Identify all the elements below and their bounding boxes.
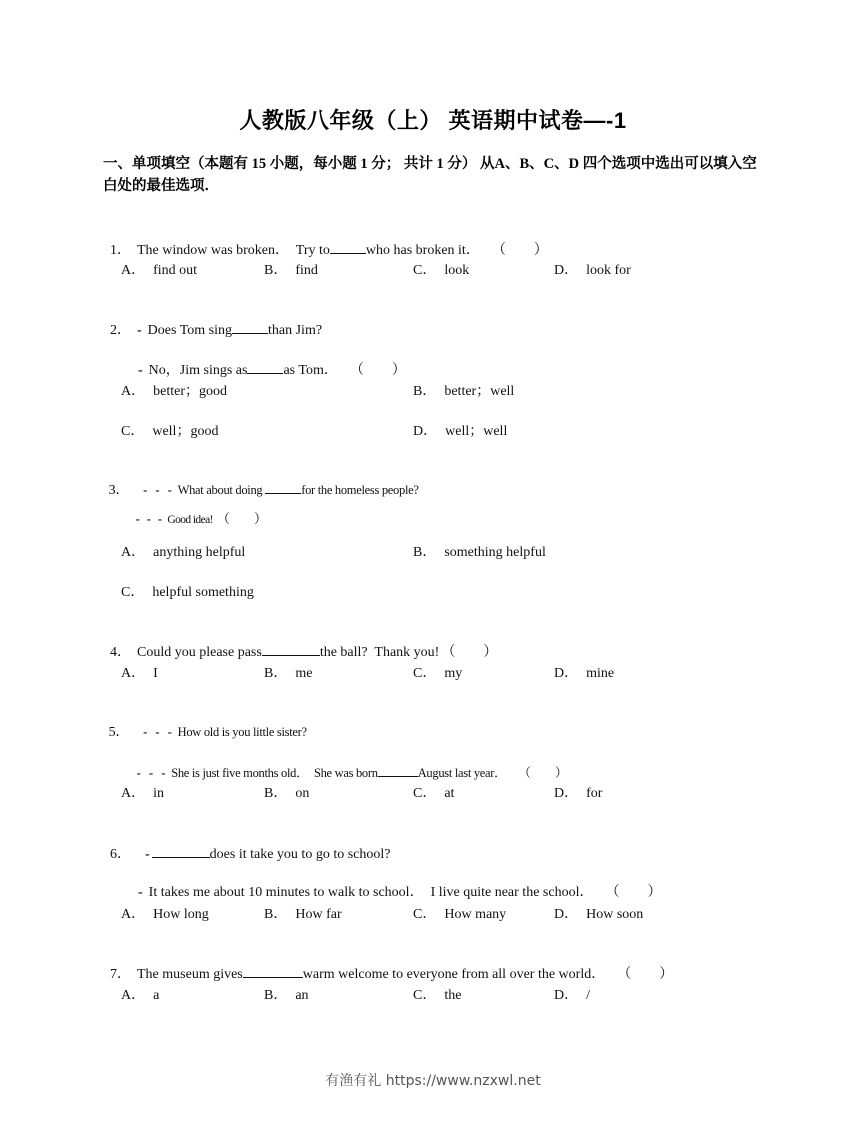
question-2-reply: - No，Jim sings as as Tom． （ ） xyxy=(131,342,406,380)
question-2-stem: 2． - Does Tom sing than Jim? xyxy=(103,302,322,340)
answer-blank xyxy=(152,844,210,858)
option-a: A． I xyxy=(121,666,158,681)
answer-parentheses: （ ） xyxy=(605,885,662,900)
question-6-reply: - It takes me about 10 minutes to walk to school． I live quite near the school． （ ） xyxy=(138,885,662,900)
option-d: D． look for xyxy=(554,263,631,278)
footer-watermark: 有渔有礼 https://www.nzxwl.net xyxy=(325,1073,541,1089)
page-title: 人教版八年级（上） 英语期中试卷—-1 xyxy=(239,108,627,133)
option-d: D． How soon xyxy=(554,907,644,922)
option-c: C． my xyxy=(413,666,463,681)
question-7-stem: 7． The museum gives warm welcome to everyone from all over the world． （ ） xyxy=(103,946,673,984)
option-c: C． well；good xyxy=(121,424,219,439)
answer-blank xyxy=(262,642,320,656)
question-number: 5． xyxy=(108,725,130,740)
option-a: A． in xyxy=(121,786,165,801)
question-number: 6． xyxy=(110,847,131,862)
question-6-stem: 6． - does it take you to go to school? xyxy=(103,826,390,864)
option-d: D． well；well xyxy=(413,424,508,439)
answer-parentheses: （ ） xyxy=(518,766,568,780)
question-4-stem: 4． Could you please pass the ball? Thank you! （ ） xyxy=(103,624,497,662)
answer-parentheses: （ ） xyxy=(349,363,406,378)
answer-parentheses: （ ） xyxy=(441,645,498,660)
question-number: 1． xyxy=(110,243,131,258)
option-c: C． the xyxy=(413,988,462,1003)
answer-parentheses: （ ） xyxy=(216,511,267,526)
option-b: B． find xyxy=(264,263,318,278)
answer-blank xyxy=(265,480,301,494)
question-3-stem: 3． - - - What about doing for the homeless people? xyxy=(103,462,419,500)
option-a: A． find out xyxy=(121,263,198,278)
answer-blank xyxy=(378,763,418,777)
option-b: B． something helpful xyxy=(413,545,546,560)
question-1-stem: 1． The window was broken． Try to who has broken it． （ ） xyxy=(103,222,548,260)
question-number: 3． xyxy=(108,483,130,498)
answer-blank xyxy=(247,360,283,374)
question-5-reply: - - - She is just five months old． She was born August last year． （ ） xyxy=(131,745,567,782)
option-d: D． / xyxy=(554,988,591,1003)
answer-blank xyxy=(243,964,303,978)
option-a: A． a xyxy=(121,988,160,1003)
question-3-reply: - - - Good idea! （ ） xyxy=(135,511,267,526)
option-b: B． on xyxy=(264,786,310,801)
question-number: 7． xyxy=(110,967,131,982)
option-b: B． How far xyxy=(264,907,342,922)
answer-parentheses: （ ） xyxy=(617,967,674,982)
answer-blank xyxy=(330,240,366,254)
option-d: D． mine xyxy=(554,666,615,681)
option-c: C． at xyxy=(413,786,455,801)
option-b: B． me xyxy=(264,666,313,681)
option-c: C． helpful something xyxy=(121,585,254,600)
option-c: C． look xyxy=(413,263,470,278)
answer-parentheses: （ ） xyxy=(491,243,548,258)
option-a: A． better；good xyxy=(121,384,227,399)
answer-blank xyxy=(232,320,268,334)
question-5-stem: 5． - - - How old is you little sister? xyxy=(108,725,307,740)
option-a: A． How long xyxy=(121,907,209,922)
option-c: C． How many xyxy=(413,907,507,922)
option-d: D． for xyxy=(554,786,603,801)
question-number: 4． xyxy=(110,645,131,660)
option-b: B． an xyxy=(264,988,309,1003)
section-heading: 一、单项填空（本题有 15 小题，每小题 1 分； 共计 1 分） 从A、B、C、D 四个选项中选出可以填入空白处的最佳选项． xyxy=(103,156,757,194)
question-number: 2． xyxy=(110,323,131,338)
option-b: B． better；well xyxy=(413,384,515,399)
option-a: A． anything helpful xyxy=(121,545,246,560)
